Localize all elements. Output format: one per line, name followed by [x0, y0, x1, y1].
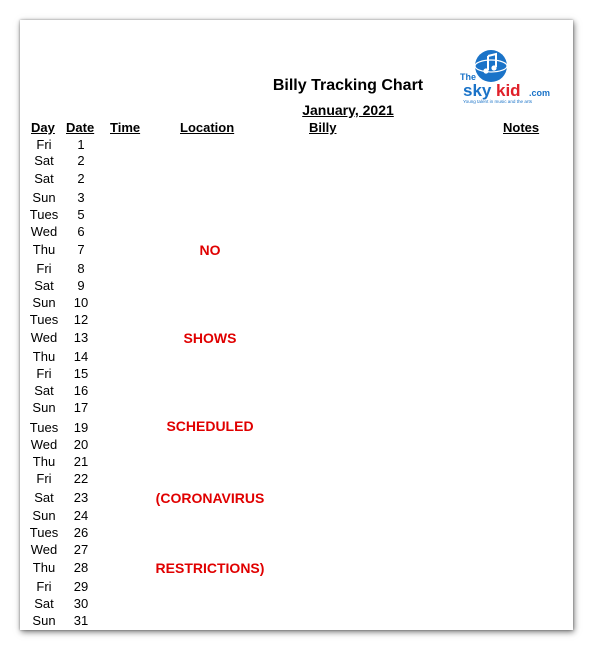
location-note-coronavirus: (CORONAVIRUS — [155, 490, 265, 506]
table-row — [20, 525, 160, 542]
row-day: Thu — [32, 242, 56, 257]
row-date: 24 — [73, 508, 89, 523]
row-day: Sat — [34, 490, 54, 505]
row-date: 31 — [73, 613, 89, 628]
row-day: Tues — [29, 312, 59, 327]
row-day: Sun — [32, 508, 56, 523]
tracking-chart-sheet — [20, 20, 573, 630]
row-date: 7 — [77, 242, 85, 257]
row-date: 2 — [77, 153, 85, 168]
location-note-shows: SHOWS — [183, 330, 237, 346]
table-row — [20, 454, 160, 471]
column-header-location: Location — [180, 120, 235, 135]
table-row — [20, 224, 160, 241]
table-row — [20, 261, 160, 278]
row-day: Wed — [30, 224, 58, 239]
table-row — [20, 137, 160, 154]
location-note-restrictions: RESTRICTIONS) — [155, 560, 265, 576]
row-day: Wed — [30, 542, 58, 557]
row-day: Sat — [34, 596, 54, 611]
row-date: 23 — [73, 490, 89, 505]
row-date: 20 — [73, 437, 89, 452]
table-row — [20, 190, 160, 207]
row-day: Fri — [36, 579, 52, 594]
row-day: Wed — [30, 330, 58, 345]
table-row — [20, 312, 160, 329]
row-day: Wed — [30, 437, 58, 452]
row-date: 29 — [73, 579, 89, 594]
column-header-notes: Notes — [503, 120, 540, 135]
table-row — [20, 613, 160, 630]
logo-text-com: .com — [529, 88, 551, 98]
row-date: 19 — [73, 420, 89, 435]
table-row — [20, 508, 160, 525]
row-date: 6 — [77, 224, 85, 239]
table-row — [20, 171, 160, 188]
table-row — [20, 400, 160, 417]
row-day: Sun — [32, 613, 56, 628]
table-row — [20, 542, 160, 559]
table-row — [20, 471, 160, 488]
location-note-scheduled: SCHEDULED — [166, 418, 254, 434]
column-header-day: Day — [31, 120, 55, 135]
row-day: Sat — [34, 278, 54, 293]
row-date: 9 — [77, 278, 85, 293]
logo-text-kid: kid — [496, 81, 521, 100]
table-row — [20, 278, 160, 295]
row-day: Fri — [36, 366, 52, 381]
column-header-billy: Billy — [309, 120, 337, 135]
row-day: Fri — [36, 471, 52, 486]
row-day: Thu — [32, 560, 56, 575]
table-row — [20, 295, 160, 312]
row-date: 13 — [73, 330, 89, 345]
row-date: 14 — [73, 349, 89, 364]
theskykid-logo — [459, 46, 563, 106]
row-date: 12 — [73, 312, 89, 327]
row-day: Tues — [29, 420, 59, 435]
row-day: Sat — [34, 153, 54, 168]
row-date: 28 — [73, 560, 89, 575]
row-day: Sun — [32, 400, 56, 415]
logo-text-sky: sky — [463, 81, 492, 100]
row-date: 26 — [73, 525, 89, 540]
row-date: 2 — [77, 171, 85, 186]
logo-tagline: Young talent in music and the arts — [463, 99, 533, 104]
page-subtitle: January, 2021 — [302, 102, 394, 118]
location-note-no: NO — [199, 242, 221, 258]
table-row — [20, 349, 160, 366]
column-header-date: Date — [66, 120, 95, 135]
table-row — [20, 366, 160, 383]
row-date: 21 — [73, 454, 89, 469]
row-day: Thu — [32, 349, 56, 364]
row-date: 16 — [73, 383, 89, 398]
row-date: 15 — [73, 366, 89, 381]
page-title: Billy Tracking Chart — [272, 77, 424, 94]
row-day: Sat — [34, 171, 54, 186]
row-date: 27 — [73, 542, 89, 557]
row-day: Thu — [32, 454, 56, 469]
row-day: Tues — [29, 207, 59, 222]
row-date: 3 — [77, 190, 85, 205]
table-row — [20, 383, 160, 400]
table-row — [20, 579, 160, 596]
logo-text-the: The — [460, 72, 477, 82]
row-day: Tues — [29, 525, 59, 540]
row-date: 5 — [77, 207, 85, 222]
table-row — [20, 153, 160, 170]
row-day: Sun — [32, 190, 56, 205]
row-date: 30 — [73, 596, 89, 611]
row-date: 17 — [73, 400, 89, 415]
column-header-time: Time — [110, 120, 141, 135]
row-date: 22 — [73, 471, 89, 486]
row-day: Fri — [36, 261, 52, 276]
row-date: 1 — [77, 137, 85, 152]
table-row — [20, 596, 160, 613]
table-row — [20, 207, 160, 224]
table-row — [20, 437, 160, 454]
row-date: 8 — [77, 261, 85, 276]
row-day: Sat — [34, 383, 54, 398]
row-date: 10 — [73, 295, 89, 310]
row-day: Sun — [32, 295, 56, 310]
row-day: Fri — [36, 137, 52, 152]
